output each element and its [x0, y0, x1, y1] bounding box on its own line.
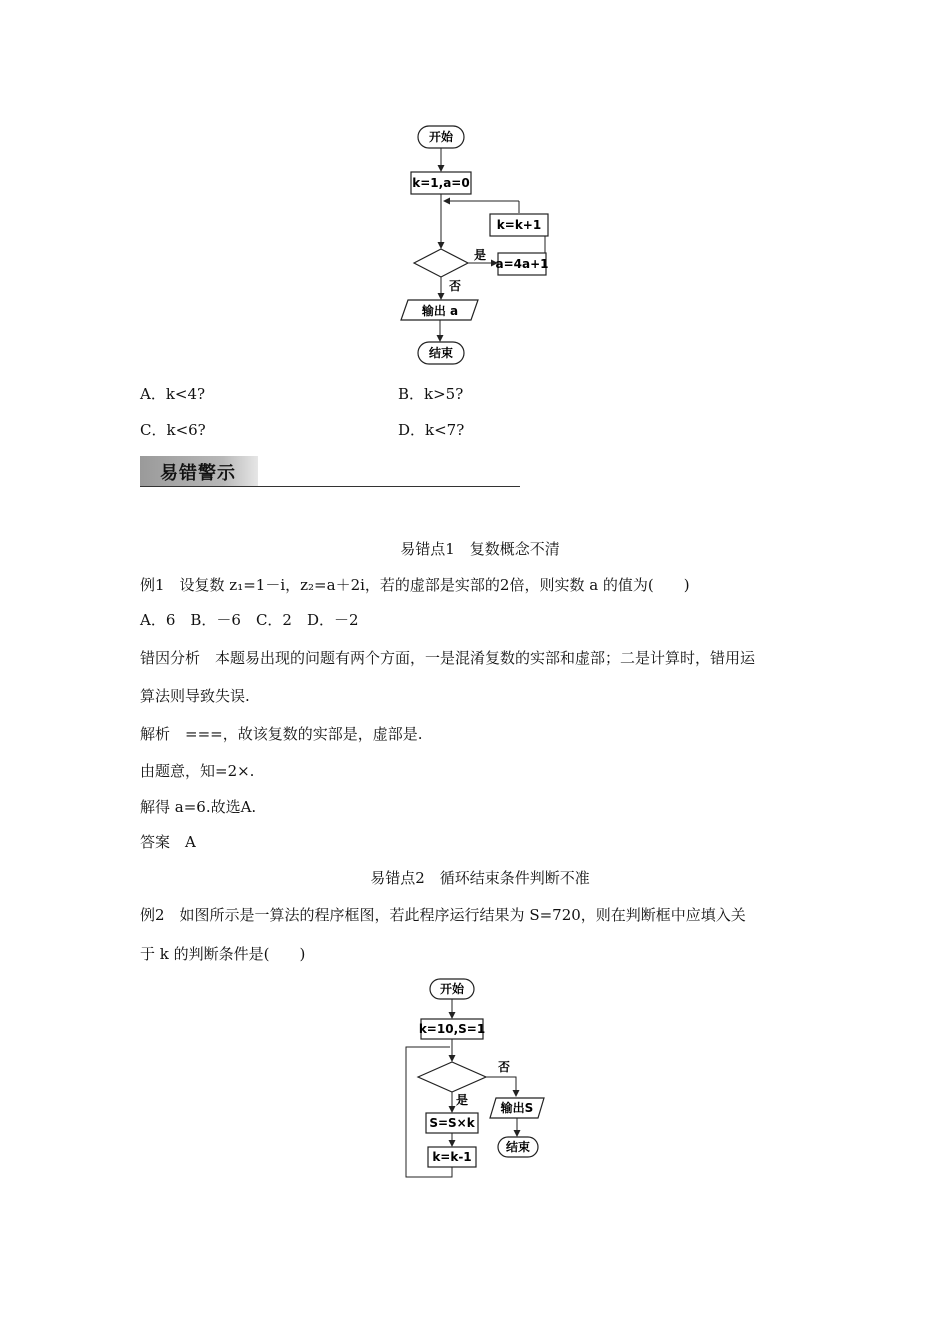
option-d: D．k<7?: [398, 421, 465, 439]
point1-solution-line3: 解得 a=6.故选A.: [140, 798, 257, 816]
fc1-init-label: k=1,a=0: [412, 176, 470, 190]
section-banner: [140, 456, 520, 487]
fc1-output-label: 输出 a: [421, 304, 459, 318]
option-c: C．k<6?: [140, 421, 206, 439]
fc2-start-label: 开始: [439, 982, 465, 996]
fc2-update-k-label: k=k-1: [432, 1150, 472, 1164]
fc1-update-a-label: a=4a+1: [495, 257, 549, 271]
fc1-decision-node: [414, 249, 468, 277]
point2-question-line1: 例2 如图所示是一算法的程序框图，若此程序运行结果为 S=720，则在判断框中应填入关: [140, 906, 746, 924]
flowchart-2: [0, 970, 950, 1190]
point1-question: 例1 设复数 z₁=1－i，z₂=a＋2i，若的虚部是实部的2倍，则实数 a 的值为( ): [140, 576, 690, 594]
fc1-no-label: 否: [448, 279, 462, 293]
point1-analysis-line2: 算法则导致失误.: [140, 687, 250, 705]
fc1-end-label: 结束: [428, 346, 454, 360]
fc2-decision-node: [418, 1062, 486, 1092]
point1-heading: 易错点1 复数概念不清: [400, 540, 560, 558]
section-title: 易错警示: [160, 463, 236, 484]
flowchart-1: [0, 0, 950, 380]
point2-heading: 易错点2 循环结束条件判断不准: [370, 869, 590, 887]
point1-answer: 答案 A: [140, 833, 196, 851]
point1-analysis-line1: 错因分析 本题易出现的问题有两个方面，一是混淆复数的实部和虚部；二是计算时，错用运: [140, 649, 756, 667]
fc2-no-label: 否: [497, 1060, 511, 1074]
point2-question-line2: 于 k 的判断条件是( ): [140, 945, 306, 963]
fc2-yes-label: 是: [455, 1093, 469, 1107]
fc2-end-label: 结束: [505, 1140, 531, 1154]
fc1-yes-label: 是: [473, 248, 487, 262]
fc2-init-label: k=10,S=1: [418, 1022, 486, 1036]
point1-solution-line1: 解析 ===，故该复数的实部是，虚部是.: [140, 725, 423, 743]
fc1-start-label: 开始: [428, 130, 454, 144]
point1-solution-line2: 由题意，知=2×.: [140, 762, 255, 780]
option-a: A．k<4?: [140, 385, 206, 403]
fc2-update-s-label: S=S×k: [429, 1116, 475, 1130]
fc1-update-k-label: k=k+1: [496, 218, 542, 232]
option-b: B．k>5?: [398, 385, 464, 403]
fc2-output-label: 输出S: [500, 1101, 534, 1115]
point1-choices: A．6 B．－6 C．2 D．－2: [140, 611, 359, 629]
